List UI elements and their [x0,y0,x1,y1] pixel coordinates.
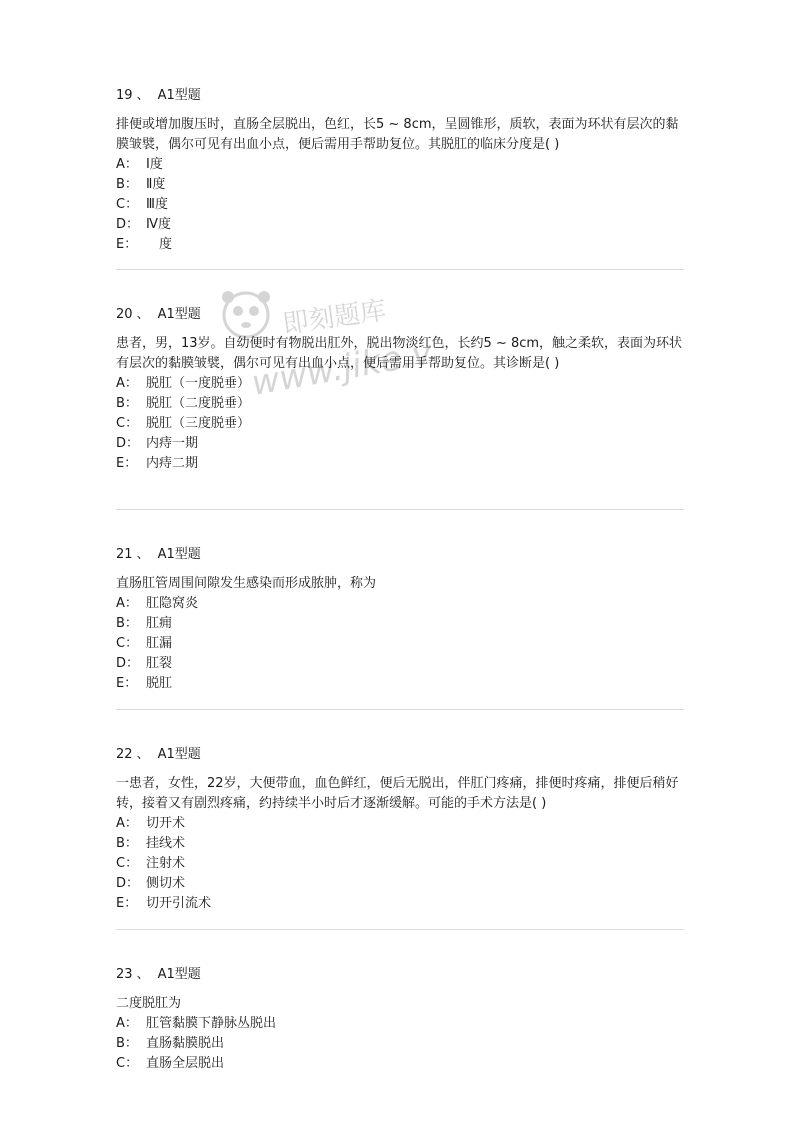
option-letter: E： [116,676,138,691]
question-20 [116,306,688,474]
option-a [116,155,688,175]
option-text: 肛漏 [146,636,173,651]
option-c [116,195,688,215]
question-22 [116,746,688,914]
question-stem: 直肠肛管周围间隙发生感染而形成脓肿，称为 [116,576,377,591]
option-text: 内痔一期 [146,436,199,451]
question-stem: 一患者，女性，22岁，大便带血，血色鲜红，便后无脱出，伴肛门疼痛，排便时疼痛，排便后稍好转，接着又有剧烈疼痛，约持续半小时后才逐渐缓解。可能的手术方法是( ) [116,776,679,811]
option-letter: A： [116,1016,138,1031]
question-19 [116,87,688,255]
option-d [116,434,688,454]
question-divider [116,269,684,270]
option-letter: C： [116,1056,139,1071]
question-number: 20 [116,307,133,322]
option-e [116,235,688,255]
option-letter: A： [116,376,138,391]
question-stem: 二度脱肛为 [116,996,182,1011]
option-letter: A： [116,157,138,172]
option-b [116,394,688,414]
question-header [116,966,688,984]
option-text: 肛管黏膜下静脉丛脱出 [146,1016,277,1031]
option-e [116,894,688,914]
option-text: 直肠黏膜脱出 [146,1036,225,1051]
question-separator: 、 [136,88,150,103]
option-text: 肛裂 [146,656,173,671]
option-a [116,1014,688,1034]
option-text: Ⅲ度 [146,197,168,212]
option-b [116,834,688,854]
question-header [116,546,688,564]
option-text: Ⅳ度 [146,217,171,232]
option-text: 切开引流术 [146,896,212,911]
option-letter: D： [116,436,140,451]
question-type: A1型题 [157,88,201,103]
option-text: 脱肛 [146,676,173,691]
option-letter: E： [116,896,138,911]
watermark-url-text: www.jike.vip [248,327,434,404]
option-letter: B： [116,177,138,192]
question-number: 21 [116,547,133,562]
option-text: 脱肛（三度脱垂） [146,416,251,431]
option-letter: A： [116,596,138,611]
option-a [116,814,688,834]
option-letter: C： [116,197,139,212]
option-a [116,594,688,614]
question-23 [116,966,688,1074]
option-c [116,634,688,654]
option-letter: D： [116,656,140,671]
option-text: 切开术 [146,816,186,831]
question-divider [116,509,684,510]
option-a [116,374,688,394]
question-number: 22 [116,747,133,762]
question-number: 23 [116,967,133,982]
option-letter: C： [116,856,139,871]
question-stem: 排便或增加腹压时，直肠全层脱出，色红，长5 ~ 8cm，呈圆锥形，质软，表面为环状有层次的黏膜皱襞，偶尔可见有出血小点，便后需用手帮助复位。其脱肛的临床分度是( ) [116,117,679,152]
option-letter: C： [116,636,139,651]
option-letter: E： [116,456,138,471]
option-text: Ⅱ度 [146,177,166,192]
question-header [116,87,688,105]
question-separator: 、 [136,747,150,762]
option-c [116,854,688,874]
question-header [116,746,688,764]
option-letter: C： [116,416,139,431]
option-d [116,654,688,674]
option-text: 度 [146,237,173,252]
option-text: 挂线术 [146,836,186,851]
option-c [116,1054,688,1074]
option-text: 肛痈 [146,616,173,631]
option-b [116,1034,688,1054]
option-b [116,175,688,195]
option-text: Ⅰ度 [146,157,163,172]
option-d [116,874,688,894]
question-header [116,306,688,324]
option-text: 注射术 [146,856,186,871]
option-letter: B： [116,1036,138,1051]
question-type: A1型题 [157,547,201,562]
option-e [116,674,688,694]
option-text: 脱肛（一度脱垂） [146,376,251,391]
option-c [116,414,688,434]
question-type: A1型题 [157,307,201,322]
option-text: 脱肛（二度脱垂） [146,396,251,411]
option-text: 侧切术 [146,876,186,891]
question-separator: 、 [136,307,150,322]
option-d [116,215,688,235]
option-letter: D： [116,876,140,891]
option-text: 直肠全层脱出 [146,1056,225,1071]
question-number: 19 [116,88,133,103]
option-letter: D： [116,217,140,232]
option-letter: B： [116,836,138,851]
option-letter: B： [116,396,138,411]
question-divider [116,929,684,930]
question-separator: 、 [136,547,150,562]
option-text: 肛隐窝炎 [146,596,199,611]
question-separator: 、 [136,967,150,982]
option-letter: E： [116,237,138,252]
question-stem: 患者，男，13岁。自幼便时有物脱出肛外，脱出物淡红色，长约5 ~ 8cm，触之柔软，表面为环状有层次的黏膜皱襞，偶尔可见有出血小点，便后需用手帮助复位。其诊断是( ) [116,336,683,371]
question-type: A1型题 [157,747,201,762]
question-type: A1型题 [157,967,201,982]
question-divider [116,709,684,710]
question-21 [116,546,688,694]
option-letter: A： [116,816,138,831]
option-e [116,454,688,474]
option-text: 内痔二期 [146,456,199,471]
watermark-logo-text: 即刻题库 [280,295,388,340]
option-b [116,614,688,634]
option-letter: B： [116,616,138,631]
